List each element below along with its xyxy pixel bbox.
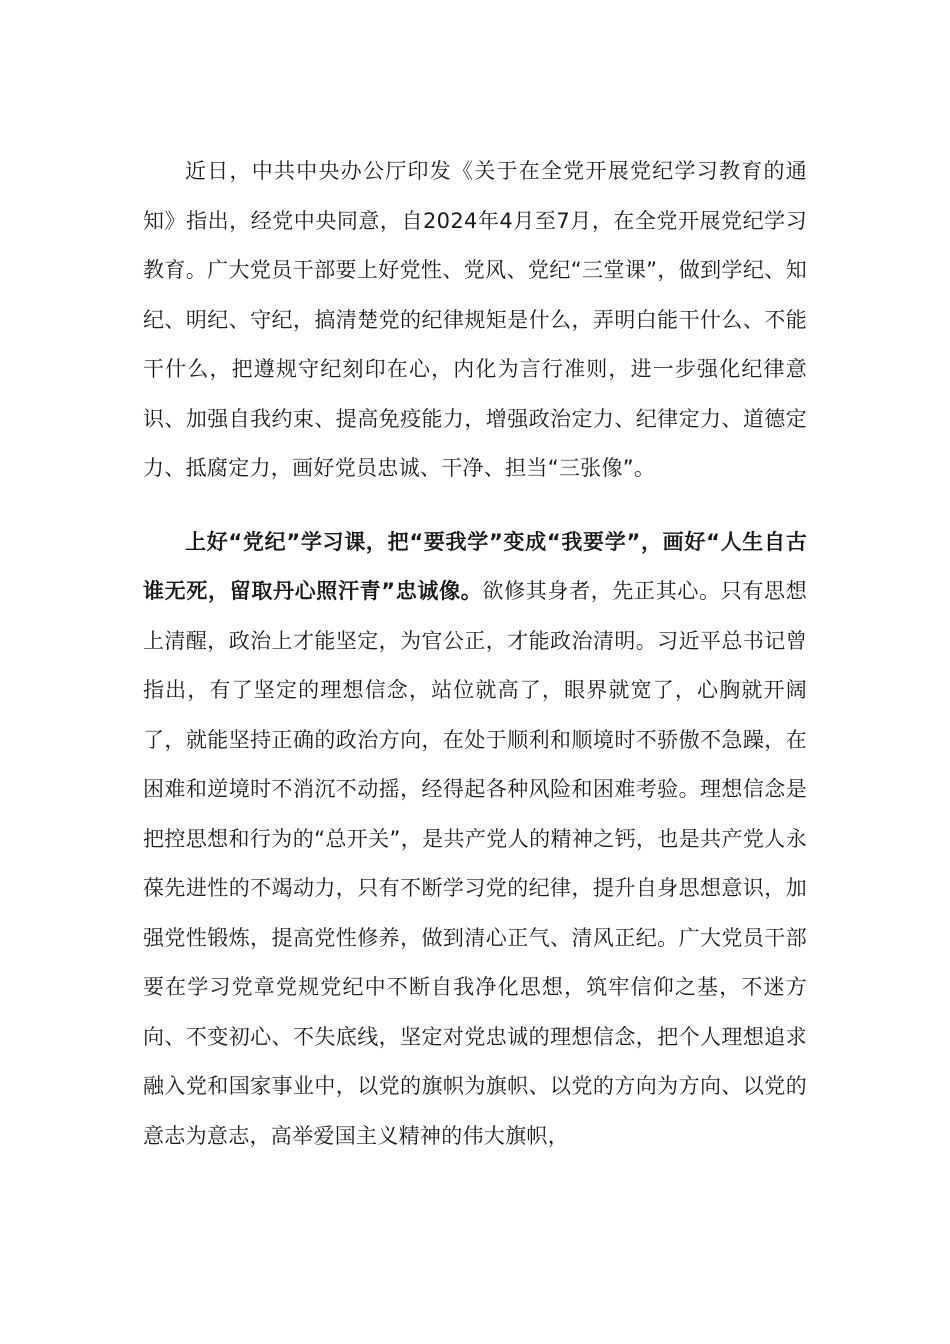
paragraph-intro-text: 近日，中共中央办公厅印发《关于在全党开展党纪学习教育的通知》指出，经党中央同意，自2024年4月至7月，在全党开展党纪学习教育。广大党员干部要上好党性、党风、党纪“三堂课”，做到学纪、知纪、明纪、守纪，搞清楚党的纪律规矩是什么，弄明白能干什么、不能干什么，把遵规守纪刻印在心，内化为言行准则，进一步强化纪律意识、加强自我约束、提高免疫能力，增强政治定力、纪律定力、道德定力、抵腐定力，画好党员忠诚、干净、担当“三张像”。 [143, 159, 807, 480]
paragraph-section-1-heading: 上好“党纪”学习课，把“要我学”变成“我要学”，画好“人生自古谁无死，留取丹心照汗青”忠诚像。 [143, 529, 807, 603]
paragraph-intro [143, 147, 807, 494]
paragraph-section-1 [143, 518, 807, 1162]
document-page [143, 147, 807, 1161]
paragraph-section-1-text: 欲修其身者，先正其心。只有思想上清醒，政治上才能坚定，为官公正，才能政治清明。习近平总书记曾指出，有了坚定的理想信念，站位就高了，眼界就宽了，心胸就开阔了，就能坚持正确的政治方向，在处于顺利和顺境时不骄傲不急躁，在困难和逆境时不消沉不动摇，经得起各种风险和困难考验。理想信念是把控思想和行为的“总开关”，是共产党人的精神之钙，也是共产党人永葆先进性的不竭动力，只有不断学习党的纪律，提升自身思想意识，加强党性锻炼，提高党性修养，做到清心正气、清风正纪。广大党员干部要在学习党章党规党纪中不断自我净化思想，筑牢信仰之基，不迷方向、不变初心、不失底线，坚定对党忠诚的理想信念，把个人理想追求融入党和国家事业中，以党的旗帜为旗帜、以党的方向为方向、以党的意志为意志，高举爱国主义精神的伟大旗帜， [143, 579, 808, 1148]
